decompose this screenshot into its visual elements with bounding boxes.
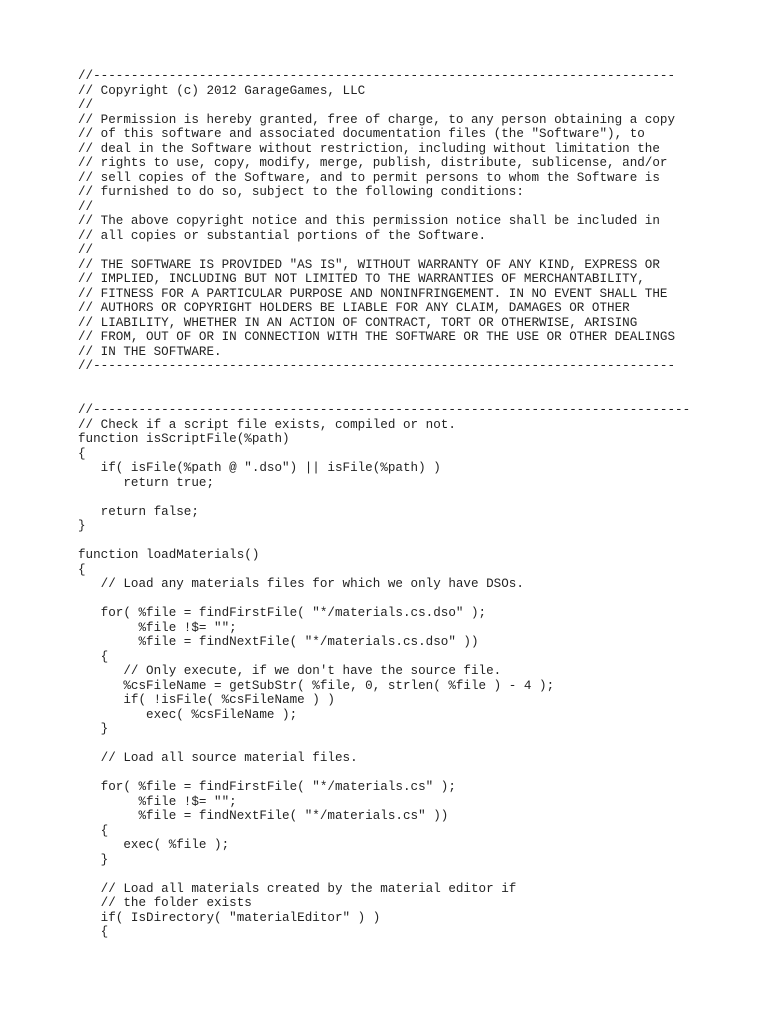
code-line: // Check if a script file exists, compiled or not. <box>78 417 456 432</box>
code-line: // Load any materials files for which we only have DSOs. <box>78 577 524 591</box>
code-line: %file !$= ""; <box>78 620 237 635</box>
code-line: %csFileName = getSubStr( %file, 0, strlen( %file ) - 4 ); <box>78 678 555 693</box>
code-line: %file !$= ""; <box>78 794 237 809</box>
code-line: // the folder exists <box>78 896 252 910</box>
code-line: for( %file = findFirstFile( "*/materials.cs" ); <box>78 780 456 794</box>
code-line: } <box>78 852 109 867</box>
license-line: //----------------------------------------------------------------------------- <box>78 359 676 373</box>
code-line: { <box>78 649 109 664</box>
code-line: } <box>78 722 109 736</box>
code-line: exec( %file ); <box>78 838 230 852</box>
code-line <box>78 534 690 549</box>
code-line: for( %file = findFirstFile( "*/materials.cs.dso" ); <box>78 606 487 620</box>
code-line: //------------------------------------------------------------------------------- <box>78 403 691 417</box>
code-line: function isScriptFile(%path) <box>78 432 290 446</box>
license-line: // FROM, OUT OF OR IN CONNECTION WITH THE SOFTWARE OR THE USE OR OTHER DEALINGS <box>78 330 676 344</box>
code-line: } <box>78 519 86 533</box>
code-line: %file = findNextFile( "*/materials.cs.dso" )) <box>78 635 479 649</box>
code-line: { <box>78 446 86 461</box>
code-line: if( IsDirectory( "materialEditor" ) ) <box>78 910 381 925</box>
code-line: // Load all source material files. <box>78 751 358 765</box>
code-line <box>78 737 690 752</box>
license-line: // <box>78 98 94 112</box>
code-line: { <box>78 562 86 577</box>
code-line <box>78 867 690 882</box>
license-line: // <box>78 243 94 257</box>
license-line: // THE SOFTWARE IS PROVIDED "AS IS", WITHOUT WARRANTY OF ANY KIND, EXPRESS OR <box>78 257 660 272</box>
license-line: // sell copies of the Software, and to permit persons to whom the Software is <box>78 170 660 185</box>
license-line: // all copies or substantial portions of the Software. <box>78 228 487 243</box>
license-line: // Permission is hereby granted, free of charge, to any person obtaining a copy <box>78 112 676 127</box>
code-line: exec( %csFileName ); <box>78 707 298 722</box>
code-line: // Load all materials created by the material editor if <box>78 881 517 896</box>
license-line: // rights to use, copy, modify, merge, publish, distribute, sublicense, and/or <box>78 156 668 170</box>
license-line: // The above copyright notice and this permission notice shall be included in <box>78 214 660 228</box>
license-line: //----------------------------------------------------------------------------- <box>78 69 676 83</box>
code-line: if( !isFile( %csFileName ) ) <box>78 693 335 707</box>
license-line: // <box>78 199 94 214</box>
license-line: // deal in the Software without restriction, including without limitation the <box>78 141 660 156</box>
code-line: { <box>78 925 109 939</box>
license-line: // LIABILITY, WHETHER IN AN ACTION OF CONTRACT, TORT OR OTHERWISE, ARISING <box>78 315 638 330</box>
code-line: return false; <box>78 504 199 519</box>
code-line: { <box>78 823 109 838</box>
license-line: // IN THE SOFTWARE. <box>78 344 222 359</box>
code-line: function loadMaterials() <box>78 548 260 562</box>
license-header-block <box>78 69 675 374</box>
script-code-block <box>78 403 690 940</box>
license-line: // IMPLIED, INCLUDING BUT NOT LIMITED TO THE WARRANTIES OF MERCHANTABILITY, <box>78 272 645 286</box>
license-line: // AUTHORS OR COPYRIGHT HOLDERS BE LIABLE FOR ANY CLAIM, DAMAGES OR OTHER <box>78 301 630 315</box>
code-line: // Only execute, if we don't have the source file. <box>78 664 502 678</box>
code-line <box>78 766 690 781</box>
license-line: // furnished to do so, subject to the following conditions: <box>78 185 524 199</box>
license-line: // Copyright (c) 2012 GarageGames, LLC <box>78 83 366 98</box>
code-line: return true; <box>78 475 215 490</box>
license-line: // of this software and associated documentation files (the "Software"), to <box>78 127 645 141</box>
license-line: // FITNESS FOR A PARTICULAR PURPOSE AND NONINFRINGEMENT. IN NO EVENT SHALL THE <box>78 286 668 301</box>
code-line: %file = findNextFile( "*/materials.cs" )) <box>78 809 449 823</box>
code-line <box>78 490 690 505</box>
code-line <box>78 592 690 607</box>
code-line: if( isFile(%path @ ".dso") || isFile(%path) ) <box>78 461 441 475</box>
